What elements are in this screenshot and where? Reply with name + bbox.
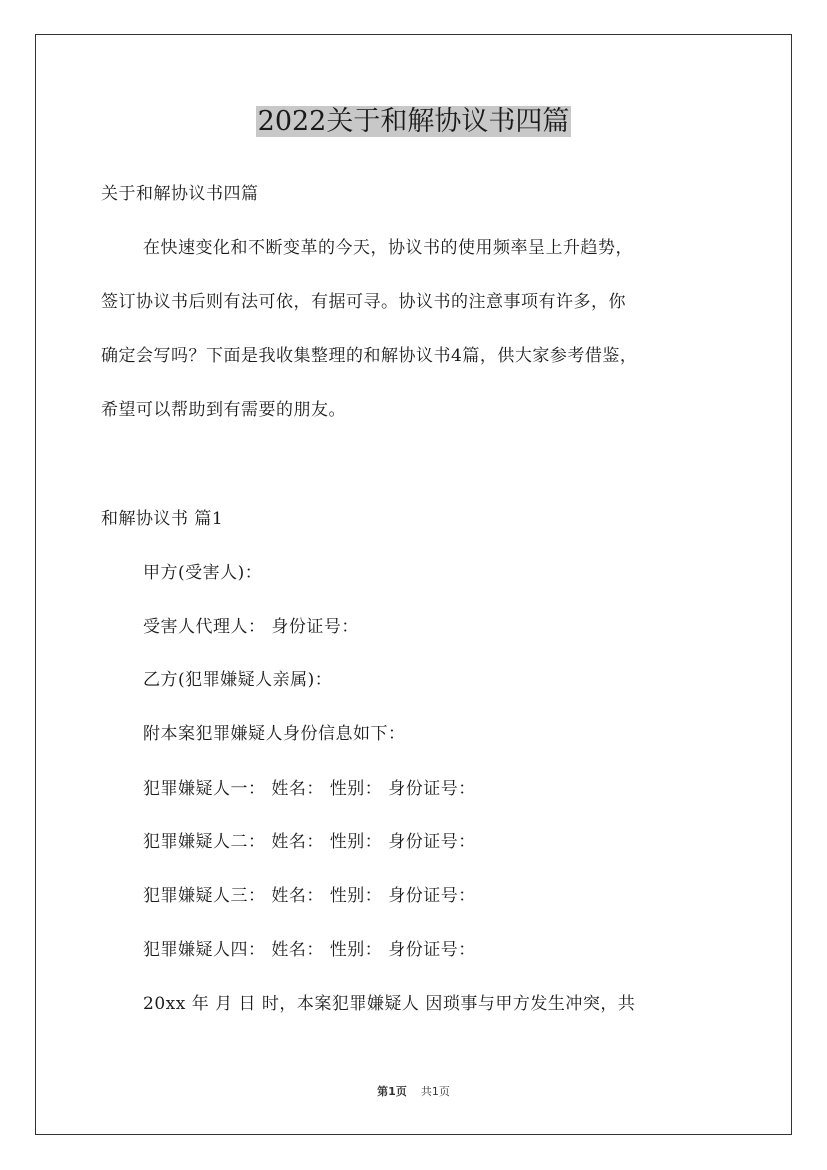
suspect-2-field: 犯罪嫌疑人二： 姓名： 性别： 身份证号： xyxy=(143,832,476,852)
subtitle: 关于和解协议书四篇 xyxy=(101,184,259,204)
intro-line-2: 签订协议书后则有法可依，有据可寻。协议书的注意事项有许多，你 xyxy=(101,292,626,312)
document-title xyxy=(0,100,827,144)
page-footer xyxy=(0,1084,827,1100)
intro-line-4: 希望可以帮助到有需要的朋友。 xyxy=(101,400,346,420)
suspect-1-field: 犯罪嫌疑人一： 姓名： 性别： 身份证号： xyxy=(143,779,476,799)
suspects-intro: 附本案犯罪嫌疑人身份信息如下： xyxy=(143,724,406,744)
party-b-field: 乙方(犯罪嫌疑人亲属)： xyxy=(143,670,333,690)
incident-text: 20xx 年 月 日 时，本案犯罪嫌疑人 因琐事与甲方发生冲突，共 xyxy=(143,994,636,1014)
party-a-field: 甲方(受害人)： xyxy=(143,563,263,583)
section-heading: 和解协议书 篇1 xyxy=(101,509,224,529)
page-total: 共1页 xyxy=(420,1085,450,1098)
intro-line-1: 在快速变化和不断变革的今天，协议书的使用频率呈上升趋势， xyxy=(143,238,633,258)
agent-field: 受害人代理人： 身份证号： xyxy=(143,617,359,637)
suspect-3-field: 犯罪嫌疑人三： 姓名： 性别： 身份证号： xyxy=(143,886,476,906)
page-number: 第1页 xyxy=(377,1085,407,1098)
suspect-4-field: 犯罪嫌疑人四： 姓名： 性别： 身份证号： xyxy=(143,940,476,960)
intro-line-3: 确定会写吗？下面是我收集整理的和解协议书4篇，供大家参考借鉴， xyxy=(101,346,638,366)
document-title-text: 2022关于和解协议书四篇 xyxy=(257,106,570,137)
